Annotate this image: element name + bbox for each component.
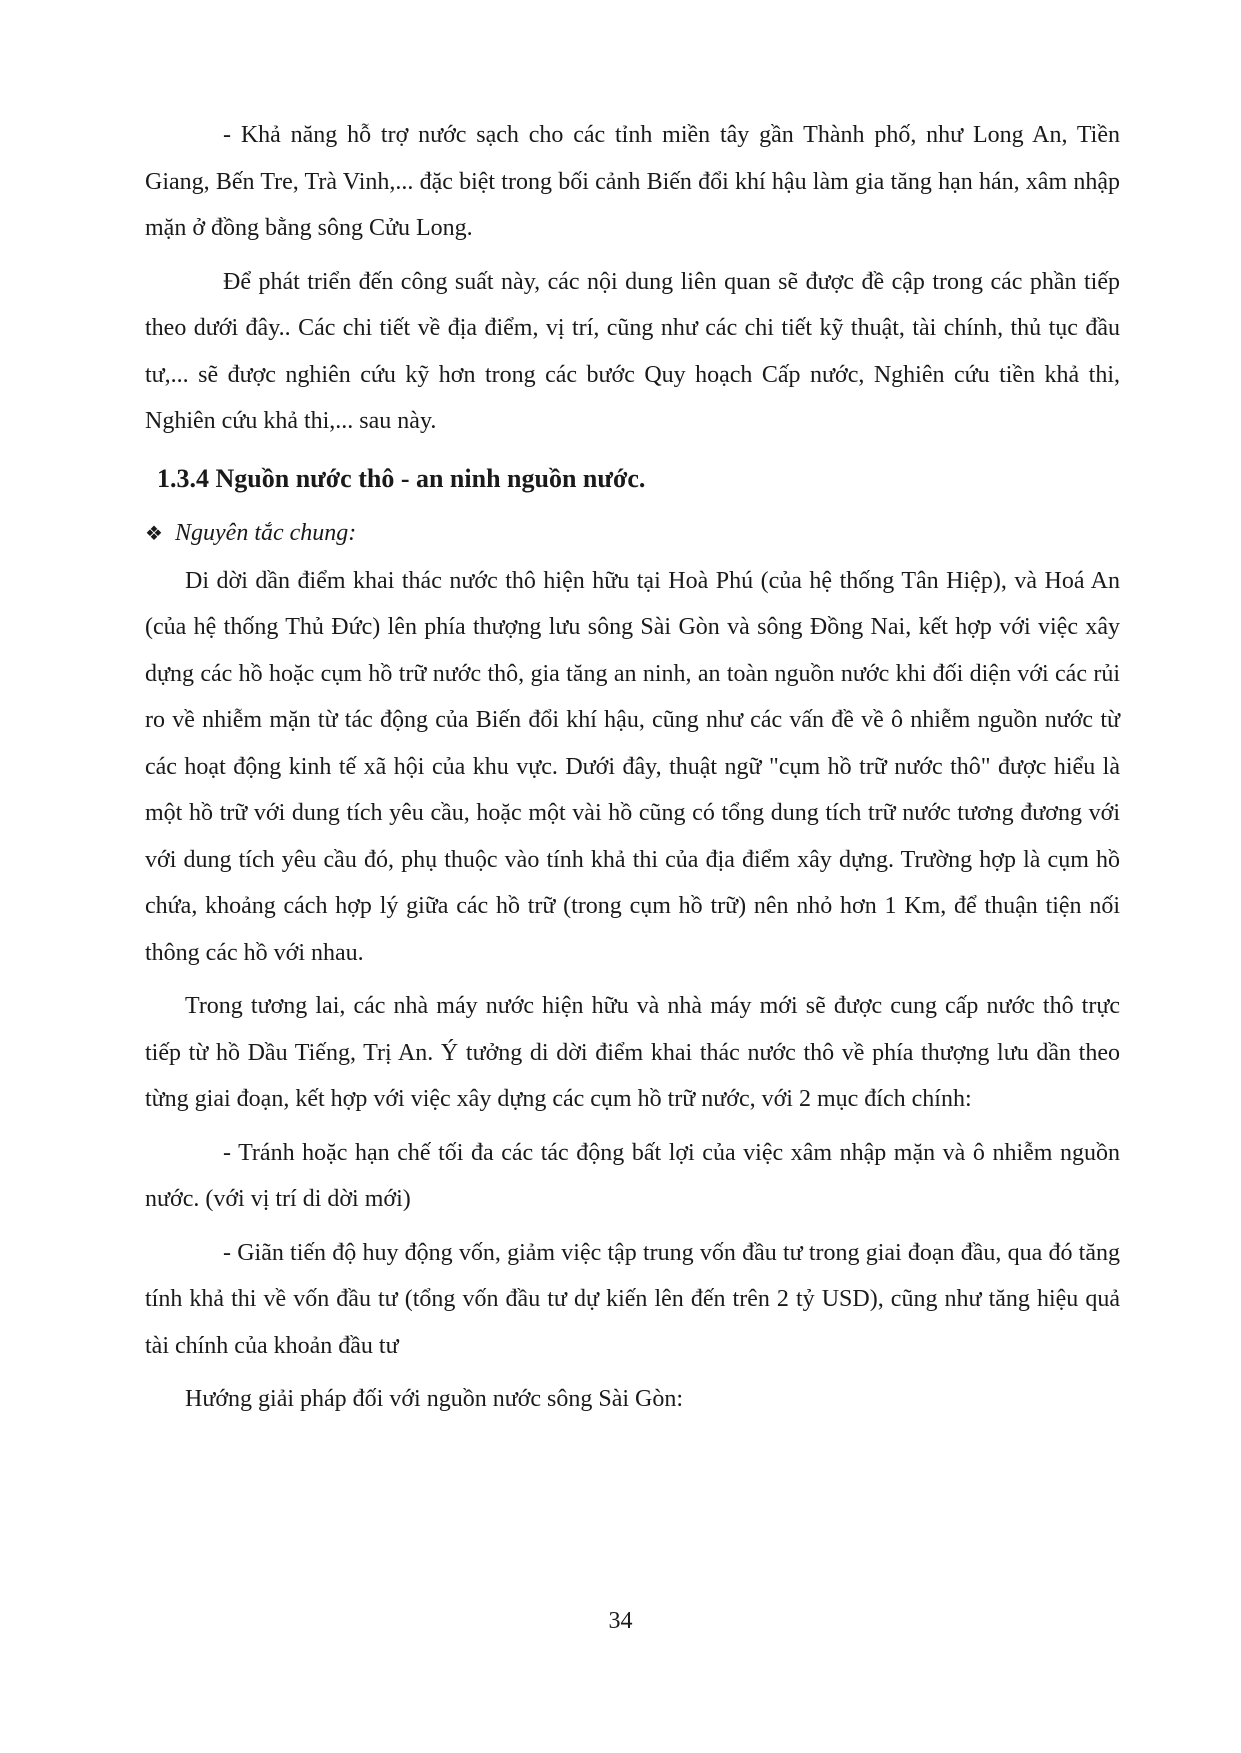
diamond-bullet-icon: ❖ (145, 522, 163, 545)
section-heading: 1.3.4 Nguồn nước thô - an ninh nguồn nước. (157, 463, 646, 493)
bullet-general-principle (145, 511, 1120, 556)
page-number: 34 (608, 1608, 633, 1634)
bullet-label: Nguyên tắc chung: (175, 519, 357, 546)
paragraph-support-western-provinces: - Khả năng hỗ trợ nước sạch cho các tỉnh miền tây gần Thành phố, như Long An, Tiền Giang, Bến Tre, Trà Vinh,... đặc biệt trong bối cảnh Biến đổi khí hậu làm gia tăng hạn hán, xâm nhập mặn ở đồng bằng sông Cửu Long. (145, 122, 1120, 241)
paragraph-capacity-development: Để phát triển đến công suất này, các nội dung liên quan sẽ được đề cập trong các phần tiếp theo dưới đây.. Các chi tiết về địa điểm, vị trí, cũng như các chi tiết kỹ thuật, tài chính, thủ tục đầu tư,... sẽ được nghiên cứu kỹ hơn trong các bước Quy hoạch Cấp nước, Nghiên cứu tiền khả thi, Nghiên cứu khả thi,... sau này. (145, 268, 1120, 434)
paragraph-avoid-salinity: - Tránh hoặc hạn chế tối đa các tác động bất lợi của việc xâm nhập mặn và ô nhiễm nguồn nước. (với vị trí di dời mới) (145, 1139, 1120, 1212)
paragraph-relocation-intake: Di dời dần điểm khai thác nước thô hiện hữu tại Hoà Phú (của hệ thống Tân Hiệp), và Hoá An (của hệ thống Thủ Đức) lên phía thượng lưu sông Sài Gòn và sông Đồng Nai, kết hợp với việc xây dựng các hồ hoặc cụm hồ trữ nước thô, gia tăng an ninh, an toàn nguồn nước khi đối diện với các rủi ro về nhiễm mặn từ tác động của Biến đổi khí hậu, cũng như các vấn đề về ô nhiễm nguồn nước từ các hoạt động kinh tế xã hội của khu vực. Dưới đây, thuật ngữ "cụm hồ trữ nước thô" được hiểu là một hồ trữ với dung tích yêu cầu, hoặc một vài hồ cũng có tổng dung tích trữ nước tương đương với với dung tích yêu cầu đó, phụ thuộc vào tính khả thi của địa điểm xây dựng. Trường hợp là cụm hồ chứa, khoảng cách hợp lý giữa các hồ trữ (trong cụm hồ trữ) nên nhỏ hơn 1 Km, để thuận tiện nối thông các hồ với nhau. (145, 567, 1120, 966)
paragraph-future-supply: Trong tương lai, các nhà máy nước hiện hữu và nhà máy mới sẽ được cung cấp nước thô trực tiếp từ hồ Dầu Tiếng, Trị An. Ý tưởng di dời điểm khai thác nước thô về phía thượng lưu dần theo từng giai đoạn, kết hợp với việc xây dựng các cụm hồ trữ nước, với 2 mục đích chính: (145, 993, 1120, 1112)
paragraph-saigon-river-solution: Hướng giải pháp đối với nguồn nước sông Sài Gòn: (185, 1386, 684, 1412)
paragraph-capital-mobilization: - Giãn tiến độ huy động vốn, giảm việc tập trung vốn đầu tư trong giai đoạn đầu, qua đó tăng tính khả thi về vốn đầu tư (tổng vốn đầu tư dự kiến lên đến trên 2 tỷ USD), cũng như tăng hiệu quả tài chính của khoản đầu tư (145, 1239, 1120, 1359)
document-page (145, 112, 1120, 1423)
